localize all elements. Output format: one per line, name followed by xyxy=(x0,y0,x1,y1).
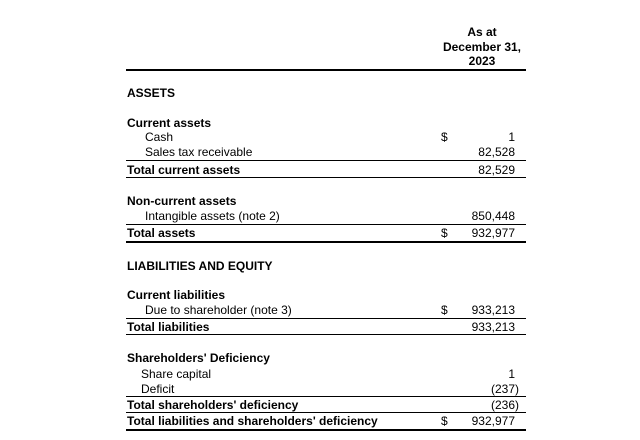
total-liabilities-value: 933,213 xyxy=(471,320,515,334)
rule-after-due-to-shareholder xyxy=(126,318,526,319)
rule-after-total-assets xyxy=(126,241,526,243)
current-assets-heading: Current assets xyxy=(127,116,212,130)
intangible-assets-label: Intangible assets (note 2) xyxy=(145,209,280,223)
shareholders-deficiency-heading: Shareholders' Deficiency xyxy=(127,351,270,365)
grand-total-label: Total liabilities and shareholders' deficiency xyxy=(127,414,378,428)
sales-tax-value: 82,528 xyxy=(478,145,515,159)
cash-label: Cash xyxy=(145,130,174,144)
sales-tax-label: Sales tax receivable xyxy=(145,145,253,159)
deficit-label: Deficit xyxy=(141,382,175,396)
deficit-value: (237) xyxy=(490,382,519,396)
column-header-line-2: December 31, xyxy=(442,40,522,54)
rule-after-total-deficiency xyxy=(126,412,526,413)
total-assets-currency: $ xyxy=(441,226,448,240)
rule-after-deficit xyxy=(126,396,526,397)
total-assets-value: 932,977 xyxy=(471,226,515,240)
due-to-shareholder-label: Due to shareholder (note 3) xyxy=(145,303,292,317)
grand-total-value: 932,977 xyxy=(471,414,515,428)
rule-after-grand-total xyxy=(126,429,526,431)
cash-currency: $ xyxy=(441,130,448,144)
liabilities-equity-heading: LIABILITIES AND EQUITY xyxy=(127,259,273,273)
cash-value: 1 xyxy=(508,130,515,144)
due-to-shareholder-value: 933,213 xyxy=(471,303,515,317)
column-header-line-1: As at xyxy=(467,25,497,39)
rule-after-sales-tax xyxy=(126,160,526,161)
grand-total-currency: $ xyxy=(441,414,448,428)
total-liabilities-label: Total liabilities xyxy=(127,320,210,334)
intangible-assets-value: 850,448 xyxy=(471,209,515,223)
total-current-assets-label: Total current assets xyxy=(127,163,241,177)
share-capital-value: 1 xyxy=(508,367,515,381)
total-shareholders-deficiency-value: (236) xyxy=(490,398,519,412)
header-rule xyxy=(126,69,526,71)
rule-after-intangible xyxy=(126,224,526,225)
rule-after-total-liabilities xyxy=(126,334,526,335)
current-liabilities-heading: Current liabilities xyxy=(127,288,226,302)
rule-after-total-current-assets xyxy=(126,177,526,178)
total-shareholders-deficiency-label: Total shareholders' deficiency xyxy=(127,398,299,412)
due-to-shareholder-currency: $ xyxy=(441,303,448,317)
assets-heading: ASSETS xyxy=(127,86,176,100)
share-capital-label: Share capital xyxy=(141,367,212,381)
total-assets-label: Total assets xyxy=(127,226,196,240)
column-header-line-3: 2023 xyxy=(468,54,496,68)
total-current-assets-value: 82,529 xyxy=(478,163,515,177)
non-current-assets-heading: Non-current assets xyxy=(127,194,237,208)
